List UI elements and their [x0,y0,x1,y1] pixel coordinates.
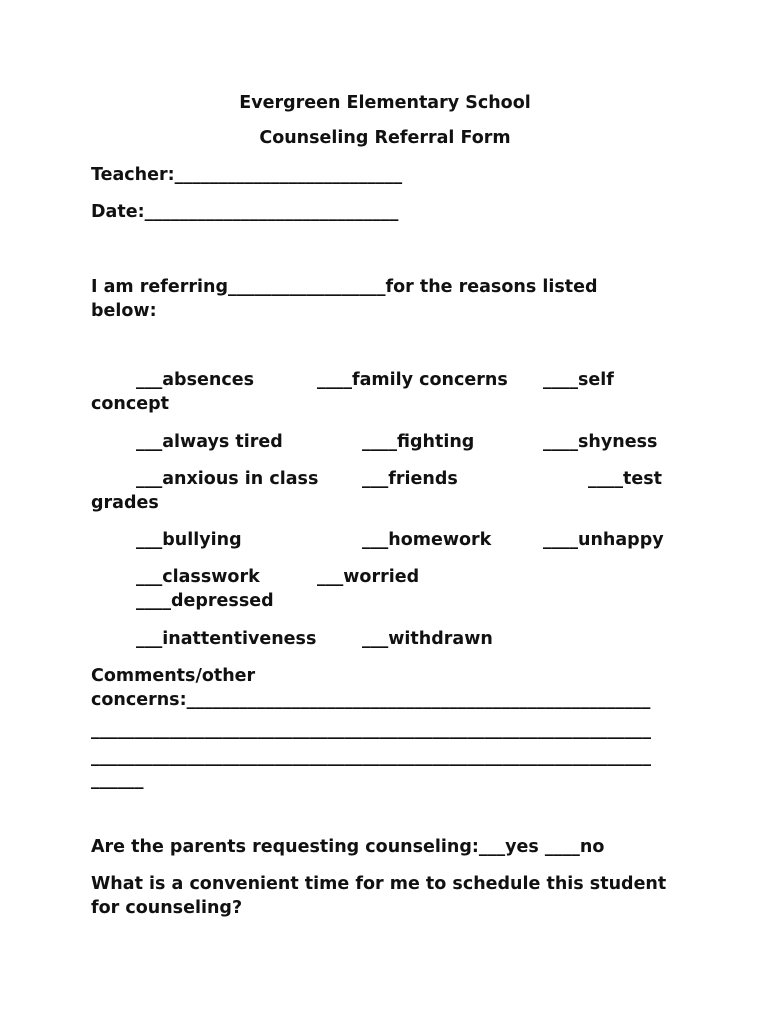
reason-worried: ___worried [317,567,420,587]
date-field: Date:_____________________________ [91,202,399,222]
schedule-time-question-cont: for counseling? [91,898,243,918]
reason-self-concept-wrap: concept [91,394,169,414]
reason-bullying: ___bullying [136,530,242,550]
reason-classwork: ___classwork [136,567,260,587]
reason-anxious-in-class: ___anxious in class [136,469,319,489]
comments-line-1: concerns:_____________________________________________________ [91,690,651,710]
reason-depressed: ____depressed [136,591,274,611]
form-title: Counseling Referral Form [259,128,511,148]
reason-withdrawn: ___withdrawn [362,629,493,649]
teacher-field: Teacher:__________________________ [91,165,403,185]
reason-homework: ___homework [362,530,492,550]
reason-friends: ___friends [362,469,458,489]
reason-fighting: ____fighting [362,432,475,452]
comments-line-4: ______ [91,770,144,790]
referral-line: I am referring__________________for the reasons listed [91,277,598,297]
reason-family-concerns: ____family concerns [317,370,508,390]
reason-absences: ___absences [136,370,254,390]
reason-test-grades: ____test [588,469,663,489]
reason-test-grades-wrap: grades [91,493,159,513]
reason-shyness: ____shyness [543,432,658,452]
referral-line-cont: below: [91,301,157,321]
parents-request-question: Are the parents requesting counseling:___yes ____no [91,837,605,857]
schedule-time-question: What is a convenient time for me to schedule this student [91,874,667,894]
comments-line-3: ________________________________________________________________ [91,747,651,767]
reason-inattentiveness: ___inattentiveness [136,629,317,649]
reason-self-concept: ____self [543,370,614,390]
school-name: Evergreen Elementary School [239,93,531,113]
comments-label: Comments/other [91,666,256,686]
comments-line-2: ________________________________________________________________ [91,720,651,740]
reason-unhappy: ____unhappy [543,530,664,550]
reason-always-tired: ___always tired [136,432,283,452]
